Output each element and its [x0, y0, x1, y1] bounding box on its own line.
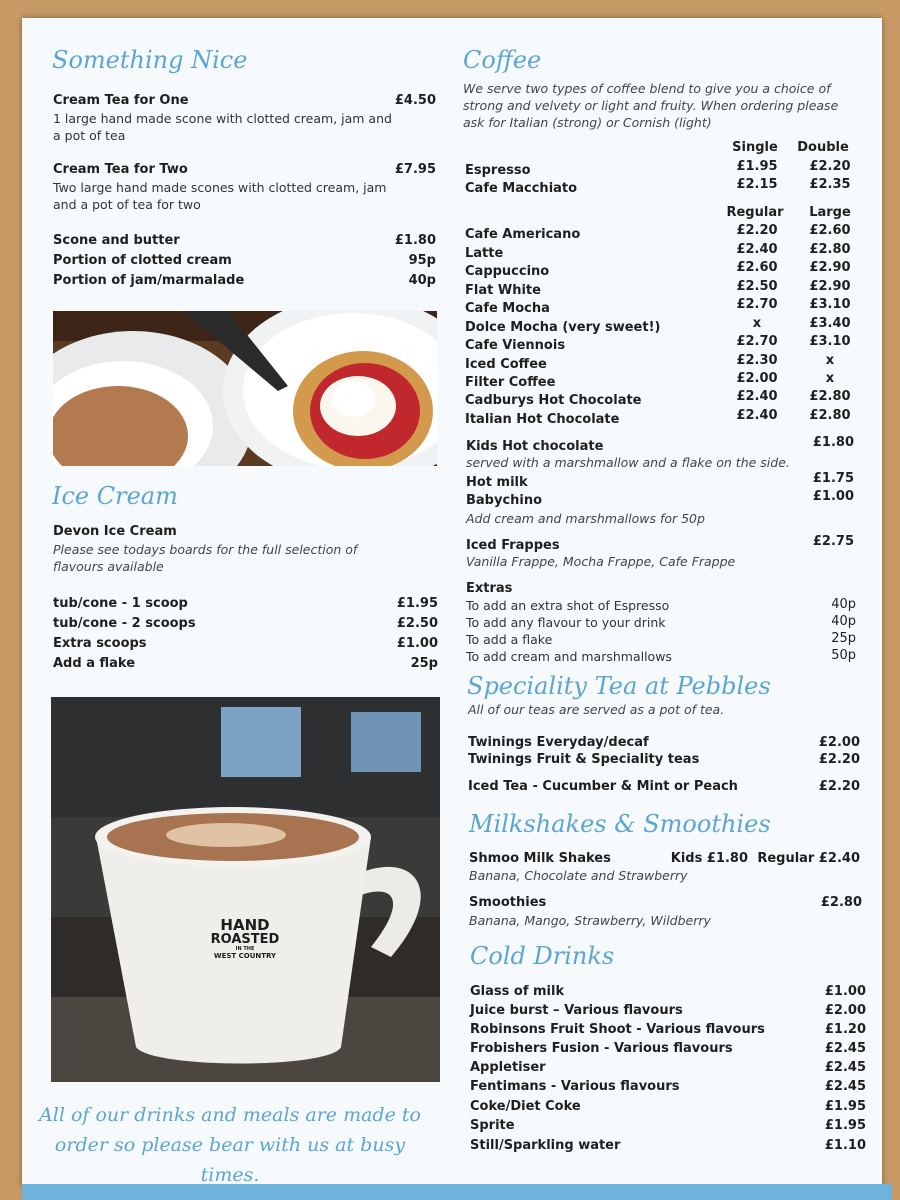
cup-logo-line: ROASTED	[210, 932, 280, 947]
menu-item-name: Iced Tea - Cucumber & Mint or Peach	[468, 779, 738, 794]
menu-item-price: £2.20	[736, 223, 778, 238]
menu-item-price: £1.95	[736, 159, 778, 174]
extra-price: 40p	[831, 597, 856, 612]
menu-item-price: £2.50	[736, 279, 778, 294]
menu-item-price: £1.00	[812, 489, 854, 504]
menu-item-name: Sprite	[470, 1118, 515, 1133]
menu-item-price: £3.40	[809, 316, 851, 331]
menu-item-price: £1.00	[396, 636, 438, 651]
column-header: Double	[797, 140, 849, 155]
menu-item-price: £2.80	[809, 389, 851, 404]
menu-item-name: Frobishers Fusion - Various flavours	[470, 1041, 733, 1056]
menu-item-name: Smoothies	[469, 895, 547, 910]
menu-item-name: Cafe Macchiato	[465, 181, 578, 196]
menu-item-price: £2.60	[809, 223, 851, 238]
menu-item-price: £1.10	[824, 1138, 866, 1153]
menu-item-description: Vanilla Frappe, Mocha Frappe, Cafe Frappe	[466, 554, 736, 569]
extra-name: To add any flavour to your drink	[466, 615, 666, 630]
cup-logo-line: WEST COUNTRY	[213, 952, 277, 960]
menu-item-description: Two large hand made scones with clotted cream, jam and a pot of tea for two	[53, 180, 387, 212]
menu-item-price: £2.40	[736, 408, 778, 423]
menu-item-name: Glass of milk	[470, 984, 565, 999]
menu-item-name: Extra scoops	[53, 636, 147, 651]
menu-item-price: £2.60	[736, 260, 778, 275]
menu-item-description: Banana, Chocolate and Strawberry	[469, 868, 688, 883]
tea-intro: All of our teas are served as a pot of tea.	[468, 702, 725, 717]
menu-item-price: £2.80	[820, 895, 862, 910]
menu-item-name: Espresso	[465, 163, 531, 178]
menu-item-price: £2.20	[818, 752, 860, 767]
extra-name: To add a flake	[466, 632, 553, 647]
menu-item-price: £1.95	[824, 1118, 866, 1133]
extras-title: Extras	[466, 581, 513, 596]
menu-item-price: £1.80	[812, 435, 854, 450]
menu-item-name: Iced Frappes	[466, 538, 560, 553]
extra-name: To add an extra shot of Espresso	[466, 598, 670, 613]
menu-item-name: Fentimans - Various flavours	[470, 1079, 680, 1094]
menu-item-name: Cafe Viennois	[465, 338, 566, 353]
coffee-heading: Coffee	[463, 46, 542, 74]
cup-logo-line: HAND	[220, 916, 270, 934]
menu-item-description: served with a marshmallow and a flake on the side.	[466, 455, 790, 470]
menu-item-price: £2.75	[812, 534, 854, 549]
menu-item-name: Cappuccino	[465, 264, 550, 279]
menu-item-price: x	[825, 353, 835, 368]
extra-price: 40p	[831, 614, 856, 629]
menu-item-price: £1.95	[824, 1099, 866, 1114]
extra-price: 25p	[831, 631, 856, 646]
menu-item-price: £2.20	[818, 779, 860, 794]
menu-item-price: £2.70	[736, 334, 778, 349]
menu-item-price: £1.75	[812, 471, 854, 486]
footer-note: All of our drinks and meals are made to order so please bear with us at busy times.	[39, 1104, 421, 1186]
menu-item-name: Hot milk	[466, 475, 528, 490]
menu-item-name: Scone and butter	[53, 233, 180, 248]
menu-item-name: Devon Ice Cream	[53, 524, 177, 539]
cup-logo	[197, 918, 293, 960]
menu-item-description: Banana, Mango, Strawberry, Wildberry	[469, 913, 711, 928]
menu-item-name: Filter Coffee	[465, 375, 556, 390]
menu-item-name: Robinsons Fruit Shoot - Various flavours	[470, 1022, 765, 1037]
coffee-cup-photo	[51, 697, 440, 1082]
menu-item-price: £2.80	[809, 408, 851, 423]
menu-item-name: Twinings Fruit & Speciality teas	[468, 752, 700, 767]
menu-item-name: Flat White	[465, 283, 541, 298]
menu-item-name: Dolce Mocha (very sweet!)	[465, 320, 661, 335]
menu-item-price: £2.80	[809, 242, 851, 257]
menu-item-name: Add a flake	[53, 656, 136, 671]
menu-item-price: Kids £1.80	[670, 851, 748, 866]
menu-item-price: £2.15	[736, 177, 778, 192]
menu-item-name: Shmoo Milk Shakes	[469, 851, 611, 866]
menu-item-price: x	[825, 371, 835, 386]
menu-item-price: £1.95	[396, 596, 438, 611]
menu-item-price: £2.20	[809, 159, 851, 174]
menu-item-name: Cream Tea for One	[53, 93, 189, 108]
cup-logo-line: IN THE	[235, 946, 255, 952]
menu-item-name: Cadburys Hot Chocolate	[465, 393, 642, 408]
ice-cream-note: Please see todays boards for the full selection of flavours available	[53, 542, 358, 574]
menu-item-price: £2.45	[824, 1079, 866, 1094]
menu-item-name: Babychino	[466, 493, 543, 508]
menu-item-name: Cream Tea for Two	[53, 162, 188, 177]
menu-item-price: £4.50	[394, 93, 436, 108]
something-nice-heading: Something Nice	[52, 46, 248, 74]
extra-price: 50p	[831, 648, 856, 663]
tea-heading: Speciality Tea at Pebbles	[467, 672, 771, 700]
menu-item-description: Add cream and marshmallows for 50p	[466, 511, 705, 526]
menu-item-price: £7.95	[394, 162, 436, 177]
menu-item-name: Italian Hot Chocolate	[465, 412, 620, 427]
menu-item-name: tub/cone - 1 scoop	[53, 596, 188, 611]
menu-item-price: £2.50	[396, 616, 438, 631]
menu-item-name: Still/Sparkling water	[470, 1138, 621, 1153]
menu-item-price: £2.90	[809, 260, 851, 275]
menu-item-name: Iced Coffee	[465, 357, 547, 372]
menu-item-price: £2.00	[824, 1003, 866, 1018]
menu-item-price: Regular £2.40	[757, 851, 860, 866]
column-header: Single	[732, 140, 778, 155]
menu-item-price: £2.00	[736, 371, 778, 386]
ice-cream-heading: Ice Cream	[52, 482, 178, 510]
menu-item-name: Juice burst – Various flavours	[470, 1003, 683, 1018]
menu-item-price: £1.00	[824, 984, 866, 999]
menu-item-price: 25p	[410, 656, 438, 671]
menu-item-price: £2.35	[809, 177, 851, 192]
menu-item-price: £3.10	[809, 334, 851, 349]
menu-item-price: 40p	[408, 273, 436, 288]
menu-item-name: Twinings Everyday/decaf	[468, 735, 649, 750]
menu-item-price: £2.90	[809, 279, 851, 294]
menu-item-price: £2.40	[736, 389, 778, 404]
milkshakes-heading: Milkshakes & Smoothies	[469, 810, 771, 838]
menu-item-name: Coke/Diet Coke	[470, 1099, 581, 1114]
menu-item-price: £2.40	[736, 242, 778, 257]
menu-item-name: Appletiser	[470, 1060, 546, 1075]
scone-photo	[53, 311, 437, 466]
menu-item-name: Latte	[465, 246, 504, 261]
menu-item-price: £2.70	[736, 297, 778, 312]
menu-item-price: £2.45	[824, 1060, 866, 1075]
menu-item-name: Cafe Americano	[465, 227, 581, 242]
menu-item-price: £2.45	[824, 1041, 866, 1056]
menu-item-name: Kids Hot chocolate	[466, 439, 604, 454]
coffee-intro: We serve two types of coffee blend to give you a choice of strong and velvety or light and fruity. When ordering please ask for Italian (strong) or Cornish (light)	[463, 81, 839, 130]
menu-item-name: tub/cone - 2 scoops	[53, 616, 196, 631]
menu-item-price: £1.20	[824, 1022, 866, 1037]
menu-item-price: £1.80	[394, 233, 436, 248]
menu-item-price: x	[752, 316, 762, 331]
menu-item-name: Portion of jam/marmalade	[53, 273, 245, 288]
menu-item-price: £2.00	[818, 735, 860, 750]
cold-drinks-heading: Cold Drinks	[470, 942, 615, 970]
menu-item-description: 1 large hand made scone with clotted cream, jam and a pot of tea	[53, 111, 392, 143]
menu-item-name: Portion of clotted cream	[53, 253, 232, 268]
extra-name: To add cream and marshmallows	[466, 649, 672, 664]
column-header: Large	[809, 205, 851, 220]
menu-item-price: £3.10	[809, 297, 851, 312]
menu-item-name: Cafe Mocha	[465, 301, 550, 316]
menu-item-price: 95p	[408, 253, 436, 268]
menu-item-price: £2.30	[736, 353, 778, 368]
column-header: Regular	[726, 205, 784, 220]
